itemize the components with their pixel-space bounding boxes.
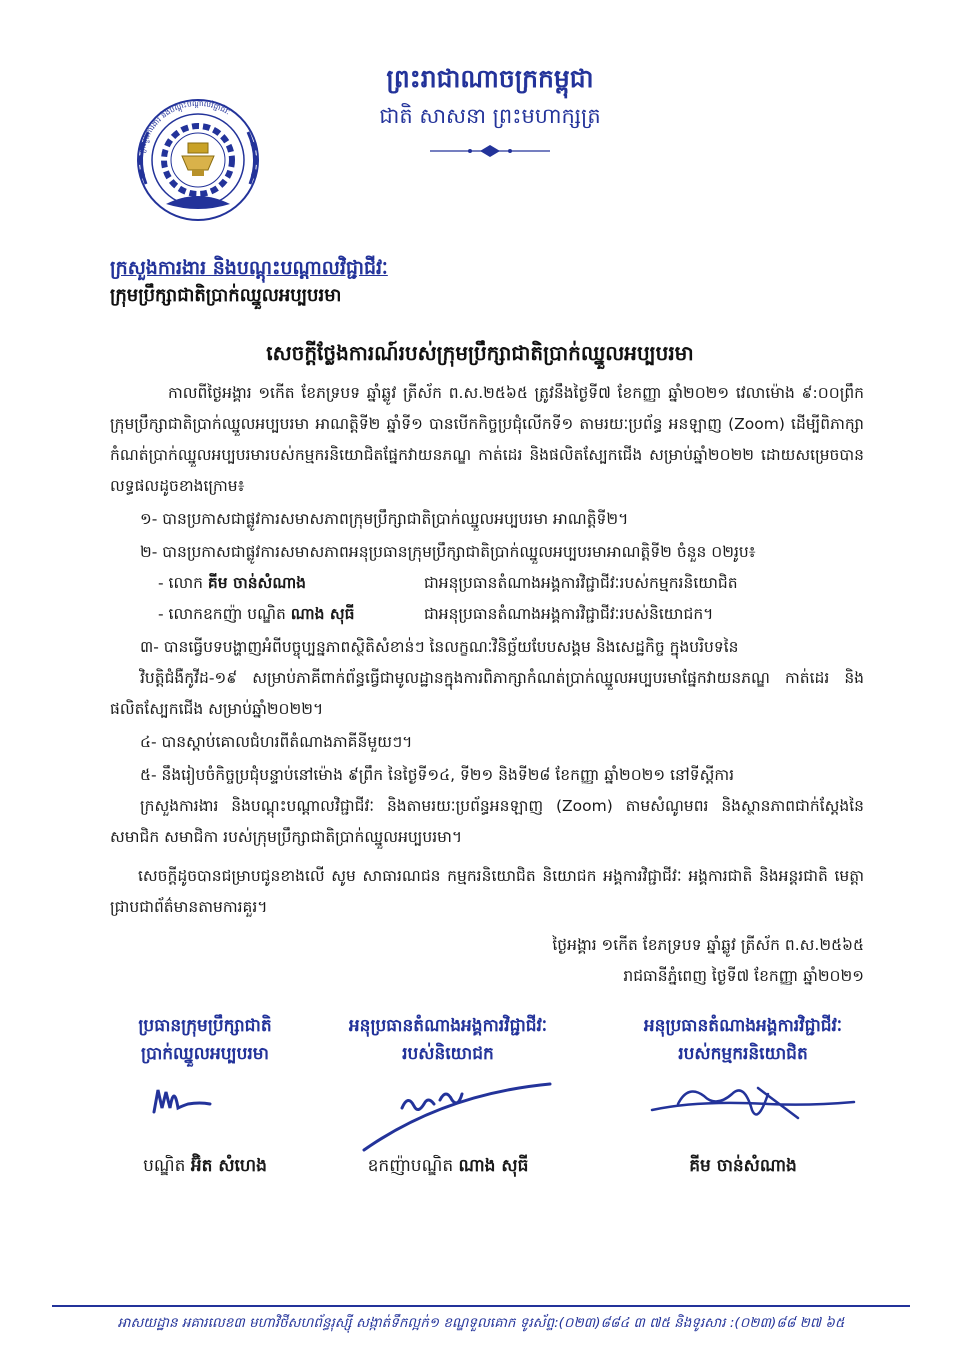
- vice-president-1: [110, 568, 864, 599]
- document-body: [110, 378, 864, 939]
- sig-name: គីម ចាន់សំណាង: [689, 1156, 797, 1176]
- sig-name: ឧកញ៉ាបណ្ឌិត ណាង សុធី: [367, 1156, 529, 1176]
- item-3-continued: វិបត្តិជំងឺកូវីដ-១៩ សម្រាប់ភាគីពាក់ព័ន្ធធ្វើជាមូលដ្ឋានក្នុងការពិភាក្សាកំណត់ប្រាក់ឈ្នួលអប្បបរមាផ្នែកវាយនភណ្ឌ កាត់ដេរ និងផលិតស្បែកជើង សម្រាប់ឆ្នាំ២០២២។: [110, 669, 864, 718]
- sig-title-line2: របស់និយោជក: [402, 1044, 494, 1064]
- document-title: សេចក្តីថ្លែងការណ៍របស់ក្រុមប្រឹក្សាជាតិប្រាក់ឈ្នួលអប្បបរមា: [266, 341, 694, 365]
- sig-name: បណ្ឌិត អ៊ិត សំហេង: [143, 1156, 267, 1176]
- intro-paragraph: កាលពីថ្ងៃអង្គារ ១កើត ខែភទ្របទ ឆ្នាំឆ្លូវ ត្រីស័ក ព.ស.២៥៦៥ ត្រូវនឹងថ្ងៃទី៧ ខែកញ្ញា ឆ្នាំ២០២១ វេលាម៉ោង ៩:០០ព្រឹក ក្រុមប្រឹក្សាជាតិប្រាក់ឈ្នួលអប្បបរមា អាណត្តិទី២ ឆ្នាំទី១ បានបើកកិច្ចប្រជុំលើកទី១ តាមរយៈប្រព័ន្ធ អនឡាញ (Zoom) ដើម្បីពិភាក្សាកំណត់ប្រាក់ឈ្នួលអប្បបរមារបស់កម្មករនិយោជិតផ្នែកវាយនភណ្ឌ កាត់ដេរ និងផលិតស្បែកជើង សម្រាប់ឆ្នាំ២០២២ ដោយសម្រេចបានលទ្ធផលដូចខាងក្រោម៖: [110, 384, 864, 495]
- signature-worker-vp: [598, 1012, 888, 1176]
- solar-date: រាជធានីភ្នំពេញ ថ្ងៃទី៧ ខែកញ្ញា ឆ្នាំ២០២១: [623, 967, 864, 985]
- vice-president-2: [110, 599, 864, 630]
- logo-ring-text: ក្រសួងការងារ និងបណ្តុះបណ្តាលវិជ្ជាជីវៈ: [137, 98, 232, 154]
- handwritten-signature-icon: [148, 1078, 218, 1122]
- vp1-prefix: - លោក: [158, 574, 208, 592]
- signature-president: [100, 1012, 310, 1176]
- header-ornament-icon: [430, 144, 550, 158]
- council-name: ក្រុមប្រឹក្សាជាតិប្រាក់ឈ្នួលអប្បបរមា: [110, 285, 342, 306]
- date-block: [552, 930, 864, 992]
- ministry-name: ក្រសួងការងារ និងបណ្តុះបណ្តាលវិជ្ជាជីវៈ: [110, 257, 388, 279]
- ministry-block: [110, 254, 530, 310]
- signature-employer-vp: [318, 1012, 578, 1176]
- footer-divider: [52, 1305, 910, 1307]
- vp2-role: ជាអនុប្រធានតំណាងអង្គការវិជ្ជាជីវៈរបស់និយោជក។: [424, 605, 714, 623]
- item-5-continued: ក្រសួងការងារ និងបណ្តុះបណ្តាលវិជ្ជាជីវៈ និងតាមរយៈប្រព័ន្ធអនឡាញ (Zoom) តាមសំណូមពរ និងស្ថានភាពជាក់ស្តែងនៃសមាជិក សមាជិកា របស់ក្រុមប្រឹក្សាជាតិប្រាក់ឈ្នួលអប្បបរមា។: [110, 797, 864, 846]
- kingdom-title: ព្រះរាជាណាចក្រកម្ពុជា: [386, 64, 594, 93]
- handwritten-signature-icon: [354, 1064, 554, 1154]
- lunar-date: ថ្ងៃអង្គារ ១កើត ខែភទ្របទ ឆ្នាំឆ្លូវ ត្រីស័ក ព.ស.២៥៦៥: [552, 936, 864, 954]
- item-2: ២- បានប្រកាសជាផ្លូវការសមាសភាពអនុប្រធានក្រុមប្រឹក្សាជាតិប្រាក់ឈ្នួលអប្បបរមាអាណត្តិទី២ ចំនួន ០២រូប៖: [140, 543, 756, 561]
- vp2-prefix: - លោកឧកញ៉ា បណ្ឌិត: [158, 605, 291, 623]
- sig-title-line2: របស់កម្មករនិយោជិត: [678, 1044, 808, 1064]
- vp1-name: គីម ចាន់សំណាង: [207, 574, 306, 592]
- ministry-logo-icon: [126, 88, 270, 232]
- vp1-role: ជាអនុប្រធានតំណាងអង្គការវិជ្ជាជីវៈរបស់កម្មករនិយោជិត: [424, 574, 738, 592]
- footer-address: អាសយដ្ឋាន អគារលេខ៣ មហាវិថីសហព័ន្ធរុស្ស៊ី សង្កាត់ទឹកល្អក់១ ខណ្ឌទួលគោក ទូរស័ព្ទ:(០២៣)៨៨៤ ៣ ៧៥ និងទូរសារ :(០២៣)៨៨ ២៧ ៦៥: [117, 1315, 845, 1331]
- item-5: ៥- នឹងរៀបចំកិច្ចប្រជុំបន្ទាប់នៅម៉ោង ៩ព្រឹក នៃថ្ងៃទី១៤, ទី២១ និងទី២៨ ខែកញ្ញា ឆ្នាំ២០២១ នៅទីស្តីការ: [140, 766, 735, 784]
- closing-paragraph: សេចក្តីដូចបានជម្រាបជូនខាងលើ សូម សាធារណជន កម្មករនិយោជិត និយោជក អង្គការវិជ្ជាជីវៈ អង្គការជាតិ និងអន្តរជាតិ មេត្តាជ្រាបជាព័ត៌មានតាមការគួរ។: [110, 867, 864, 916]
- item-3: ៣- បានធ្វើបទបង្ហាញអំពីបច្ចុប្បន្នភាពស្ថិតិសំខាន់ៗ នៃលក្ខណៈវិនិច្ឆ័យបែបសង្គម និងសេដ្ឋកិច្ច ក្នុងបរិបទនៃ: [140, 638, 739, 656]
- sig-title-line1: ប្រធានក្រុមប្រឹក្សាជាតិ: [138, 1016, 272, 1036]
- kingdom-motto: ជាតិ សាសនា ព្រះមហាក្សត្រ: [379, 104, 601, 128]
- sig-title-line1: អនុប្រធានតំណាងអង្គការវិជ្ជាជីវៈ: [348, 1016, 548, 1036]
- item-4: ៤- បានស្តាប់គោលជំហរពីតំណាងភាគីនីមួយៗ។: [140, 733, 413, 751]
- sig-title-line2: ប្រាក់ឈ្នួលអប្បបរមា: [141, 1044, 269, 1064]
- item-1: ១- បានប្រកាសជាផ្លូវការសមាសភាពក្រុមប្រឹក្សាជាតិប្រាក់ឈ្នួលអប្បបរមា អាណត្តិទី២។: [140, 510, 629, 528]
- sig-title-line1: អនុប្រធានតំណាងអង្គការវិជ្ជាជីវៈ: [643, 1016, 843, 1036]
- kingdom-header: [300, 62, 680, 132]
- handwritten-signature-icon: [648, 1074, 858, 1134]
- vp2-name: ណាង សុធី: [290, 605, 355, 623]
